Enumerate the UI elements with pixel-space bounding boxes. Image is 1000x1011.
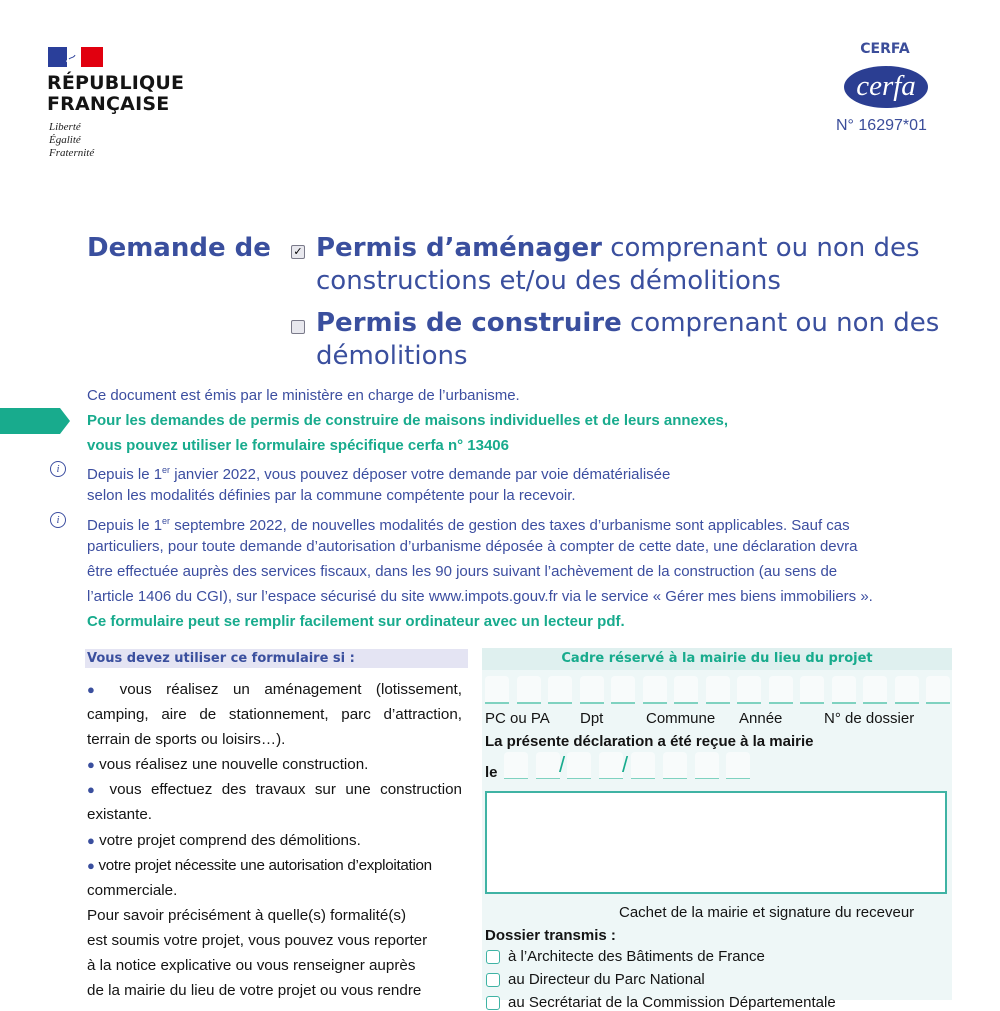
date-digit-field[interactable] xyxy=(599,752,623,779)
dossier-digit-field[interactable] xyxy=(485,676,509,704)
date-digit-field[interactable] xyxy=(504,752,528,779)
para-line4: de la mairie du lieu de votre projet ou vous rendre xyxy=(87,982,422,999)
option2-bold: Permis de construire xyxy=(316,308,622,338)
stamp-signature-box[interactable] xyxy=(485,791,947,894)
motto-fraternite: Fraternité xyxy=(49,147,95,159)
dossier-digit-field[interactable] xyxy=(832,676,856,704)
date-prefix: le xyxy=(485,764,498,781)
republic-title-line1: RÉPUBLIQUE xyxy=(47,72,185,94)
bullet-icon: ● xyxy=(87,757,95,772)
info-icon: i xyxy=(50,512,66,528)
date-slash: / xyxy=(622,752,629,777)
bullet-exploitation-line2: commerciale. xyxy=(87,882,178,899)
dossier-digit-field[interactable] xyxy=(548,676,572,704)
transmis-parc-checkbox[interactable] xyxy=(486,973,500,987)
label-pc-pa: PC ou PA xyxy=(485,710,550,727)
bullet-amenagement-line1 xyxy=(87,677,462,702)
option-permis-construire xyxy=(316,307,956,373)
date-digit-field[interactable] xyxy=(726,752,750,779)
transmis-commission-label: au Secrétariat de la Commission Départementale xyxy=(508,994,836,1011)
date-digit-field[interactable] xyxy=(631,752,655,779)
bullet-exploitation-line1 xyxy=(87,853,462,878)
dossier-digit-field[interactable] xyxy=(737,676,761,704)
para-line1: Pour savoir précisément à quelle(s) formalité(s) xyxy=(87,907,407,924)
bullet1-text: vous réalisez un aménagement (lotissement, xyxy=(119,681,462,698)
transmis-parc-label: au Directeur du Parc National xyxy=(508,971,705,988)
option-permis-amenager xyxy=(316,232,956,298)
marianne-icon xyxy=(60,47,88,67)
label-dpt: Dpt xyxy=(580,710,604,727)
bullet-icon: ● xyxy=(87,682,106,697)
bullet-travaux-line2: existante. xyxy=(87,806,153,823)
dossier-digit-field[interactable] xyxy=(926,676,950,704)
bullet-travaux-line1 xyxy=(87,777,462,802)
intro-line: Ce document est émis par le ministère en charge de l’urbanisme. xyxy=(87,387,520,404)
label-numero-dossier: N° de dossier xyxy=(824,710,915,727)
info2-text-b: septembre 2022, de nouvelles modalités de gestion des taxes d’urbanisme sont applicables. Sauf cas xyxy=(170,517,850,534)
transmis-commission-checkbox[interactable] xyxy=(486,996,500,1010)
dossier-digit-field[interactable] xyxy=(643,676,667,704)
bullet-icon: ● xyxy=(87,858,95,873)
pdf-note: Ce formulaire peut se remplir facilement sur ordinateur avec un lecteur pdf. xyxy=(87,613,625,630)
info2-line3: être effectuée auprès des services fiscaux, dans les 90 jours suivant l’achèvement de la construction (au sens de xyxy=(87,563,838,580)
motto-liberte: Liberté xyxy=(49,121,81,133)
dossier-digit-field[interactable] xyxy=(580,676,604,704)
info1-sup: er xyxy=(162,465,171,475)
intro-green-line1: Pour les demandes de permis de construire de maisons individuelles et de leurs annexes, xyxy=(87,412,729,429)
para-line3: à la notice explicative ou vous renseigner auprès xyxy=(87,957,416,974)
motto-egalite: Égalité xyxy=(49,134,81,146)
intro-green-line2: vous pouvez utiliser le formulaire spécifique cerfa n° 13406 xyxy=(87,437,509,454)
stamp-caption: Cachet de la mairie et signature du receveur xyxy=(619,904,915,921)
permis-construire-checkbox[interactable] xyxy=(291,320,305,334)
republique-francaise-title xyxy=(47,73,184,115)
cerfa-label: CERFA xyxy=(860,41,910,57)
bullet3-text: vous effectuez des travaux sur une construction xyxy=(109,781,462,798)
info2-line4: l’article 1406 du CGI), sur l’espace sécurisé du site www.impots.gouv.fr via le service « Gérer mes biens immobiliers ». xyxy=(87,588,873,605)
green-tab-marker xyxy=(0,408,60,434)
transmis-abf-label: à l’Architecte des Bâtiments de France xyxy=(508,948,765,965)
bullet2-text: vous réalisez une nouvelle construction. xyxy=(99,756,369,773)
dossier-digit-field[interactable] xyxy=(517,676,541,704)
dossier-digit-field[interactable] xyxy=(895,676,919,704)
info-icon: i xyxy=(50,461,66,477)
date-digit-field[interactable] xyxy=(536,752,560,779)
option2-rest: comprenant ou non des démolitions xyxy=(316,308,940,371)
bullet-icon: ● xyxy=(87,833,95,848)
date-digit-field[interactable] xyxy=(663,752,687,779)
transmis-heading: Dossier transmis : xyxy=(485,927,616,944)
usage-conditions-heading: Vous devez utiliser ce formulaire si : xyxy=(85,649,468,668)
form-title-prefix: Demande de xyxy=(87,233,271,263)
para-line2: est soumis votre projet, vous pouvez vous reporter xyxy=(87,932,428,949)
info2-text-a: Depuis le 1 xyxy=(87,517,163,534)
bullet-demolitions xyxy=(87,828,462,853)
received-label: La présente déclaration a été reçue à la mairie xyxy=(485,733,814,750)
bullet4-text: votre projet comprend des démolitions. xyxy=(99,832,361,849)
dossier-digit-field[interactable] xyxy=(769,676,793,704)
option1-bold: Permis d’aménager xyxy=(316,233,602,263)
transmis-abf-checkbox[interactable] xyxy=(486,950,500,964)
date-slash: / xyxy=(559,752,566,777)
info2-line2: particuliers, pour toute demande d’autorisation d’urbanisme déposée à compter de cette date, une déclaration devra xyxy=(87,538,858,555)
date-digit-field[interactable] xyxy=(695,752,719,779)
option1-rest: comprenant ou non des constructions et/ou des démolitions xyxy=(316,233,920,296)
info1-line2: selon les modalités définies par la commune compétente pour la recevoir. xyxy=(87,487,576,504)
dossier-digit-field[interactable] xyxy=(611,676,635,704)
bullet-amenagement-line2: camping, aire de stationnement, parc d’attraction, xyxy=(87,706,462,723)
bullet-icon: ● xyxy=(87,782,101,797)
dossier-digit-field[interactable] xyxy=(863,676,887,704)
bullet-amenagement-line3: terrain de sports ou loisirs…). xyxy=(87,731,286,748)
cerfa-number: N° 16297*01 xyxy=(836,117,927,134)
dossier-digit-field[interactable] xyxy=(800,676,824,704)
mairie-frame-heading: Cadre réservé à la mairie du lieu du projet xyxy=(482,648,952,670)
date-digit-field[interactable] xyxy=(567,752,591,779)
label-annee: Année xyxy=(739,710,783,727)
bullet5-text: votre projet nécessite une autorisation d’exploitation xyxy=(98,857,432,874)
cerfa-logo: cerfa xyxy=(844,66,928,108)
label-commune: Commune xyxy=(646,710,716,727)
bullet-construction xyxy=(87,752,462,777)
info2-sup: er xyxy=(162,516,171,526)
info1-text-b: janvier 2022, vous pouvez déposer votre demande par voie dématérialisée xyxy=(170,466,671,483)
info1-text-a: Depuis le 1 xyxy=(87,466,163,483)
republic-title-line2: FRANÇAISE xyxy=(47,93,170,115)
republic-motto xyxy=(49,121,94,160)
permis-amenager-checkbox[interactable]: ✓ xyxy=(291,245,305,259)
dossier-digit-field[interactable] xyxy=(706,676,730,704)
dossier-digit-field[interactable] xyxy=(674,676,698,704)
